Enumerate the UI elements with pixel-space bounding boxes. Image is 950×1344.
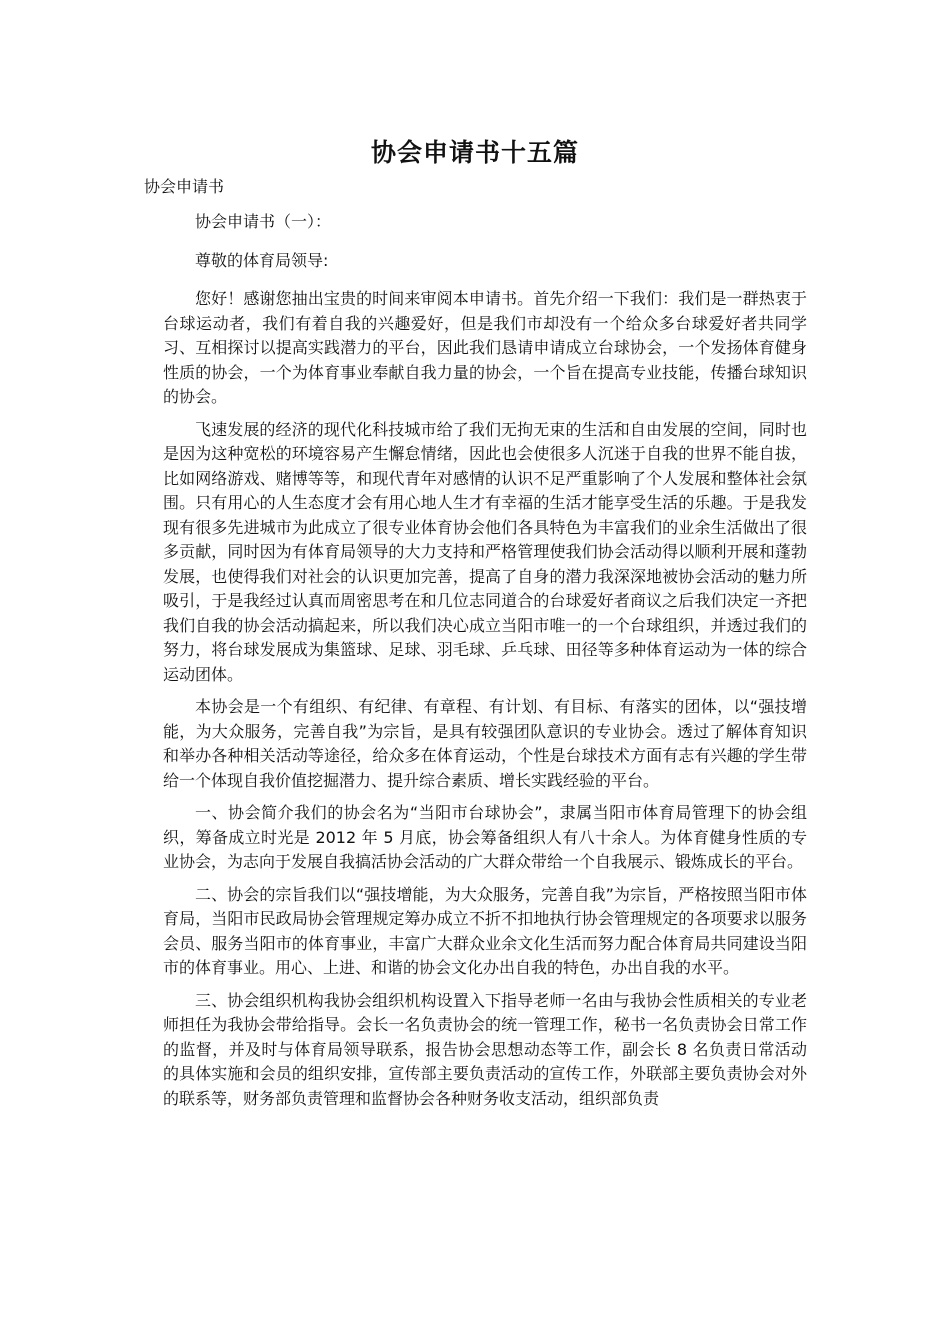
document-title: 协会申请书十五篇 xyxy=(370,138,579,167)
paragraph: 飞速发展的经济的现代化科技城市给了我们无拘无束的生活和自由发展的空间，同时也是因为这种宽松的环境容易产生懈怠情绪，因此也会使很多人沉迷于自我的世界不能自拔，比如网络游戏、赌博等等，和现代青年对感情的认识不足严重影响了个人发展和整体社会氛围。只有用心的人生态度才会有用心地人生才有幸福的生活才能享受生活的乐趣。于是我发现有很多先进城市为此成立了很专业体育协会他们各具特色为丰富我们的业余生活做出了很多贡献，同时因为有体育局领导的大力支持和严格管理使我们协会活动得以顺利开展和蓬勃发展，也使得我们对社会的认识更加完善，提高了自身的潜力我深深地被协会活动的魅力所吸引，于是我经过认真而周密思考在和几位志同道合的台球爱好者商议之后我们决定一齐把我们自我的协会活动搞起来，所以我们决心成立当阳市唯一的一个台球组织，并透过我们的努力，将台球发展成为集篮球、足球、羽毛球、乒乓球、田径等多种体育运动为一体的综合运动团体。 xyxy=(163,419,807,684)
paragraph-subtitle: 协会申请书（一）： xyxy=(195,212,332,231)
document-body xyxy=(163,210,807,1119)
section-heading: 协会申请书 xyxy=(144,177,225,196)
paragraph: 本协会是一个有组织、有纪律、有章程、有计划、有目标、有落实的团体，以“强技增能，为大众服务，完善自我”为宗旨，是具有较强团队意识的专业协会。透过了解体育知识和举办各种相关活动等途径，给众多在体育运动，个性是台球技术方面有志有兴趣的学生带给一个体现自我价值挖掘潜力、提升综合素质、增长实践经验的平台。 xyxy=(163,697,807,790)
paragraph: 您好！感谢您抽出宝贵的时间来审阅本申请书。首先介绍一下我们：我们是一群热衷于台球运动者，我们有着自我的兴趣爱好，但是我们市却没有一个给众多台球爱好者共同学习、互相探讨以提高实践潜力的平台，因此我们恳请申请成立台球协会，一个发扬体育健身性质的协会，一个为体育事业奉献自我力量的协会，一个旨在提高专业技能，传播台球知识的协会。 xyxy=(163,289,807,406)
paragraph: 二、协会的宗旨我们以“强技增能，为大众服务，完善自我”为宗旨，严格按照当阳市体育局，当阳市民政局协会管理规定筹办成立不折不扣地执行协会管理规定的各项要求以服务会员、服务当阳市的体育事业，丰富广大群众业余文化生活而努力配合体育局共同建设当阳市的体育事业。用心、上进、和谐的协会文化办出自我的特色，办出自我的水平。 xyxy=(163,884,807,977)
paragraph-salutation: 尊敬的体育局领导: xyxy=(195,250,329,270)
paragraph: 三、协会组织机构我协会组织机构设置入下指导老师一名由与我协会性质相关的专业老师担任为我协会带给指导。会长一名负责协会的统一管理工作，秘书一名负责协会日常工作的监督，并及时与体育局领导联系，报告协会思想动态等工作，副会长 8 名负责日常活动的具体实施和会员的组织安排，宣传部主要负责活动的宣传工作，外联部主要负责协会对外的联系等，财务部负责管理和监督协会各种财务收支活动，组织部负责 xyxy=(163,990,807,1108)
paragraph: 一、协会简介我们的协会名为“当阳市台球协会”，隶属当阳市体育局管理下的协会组织，筹备成立时光是 2012 年 5 月底，协会筹备组织人有八十余人。为体育健身性质的专业协会，为志向于发展自我搞活协会活动的广大群众带给一个自我展示、锻炼成长的平台。 xyxy=(163,803,807,871)
